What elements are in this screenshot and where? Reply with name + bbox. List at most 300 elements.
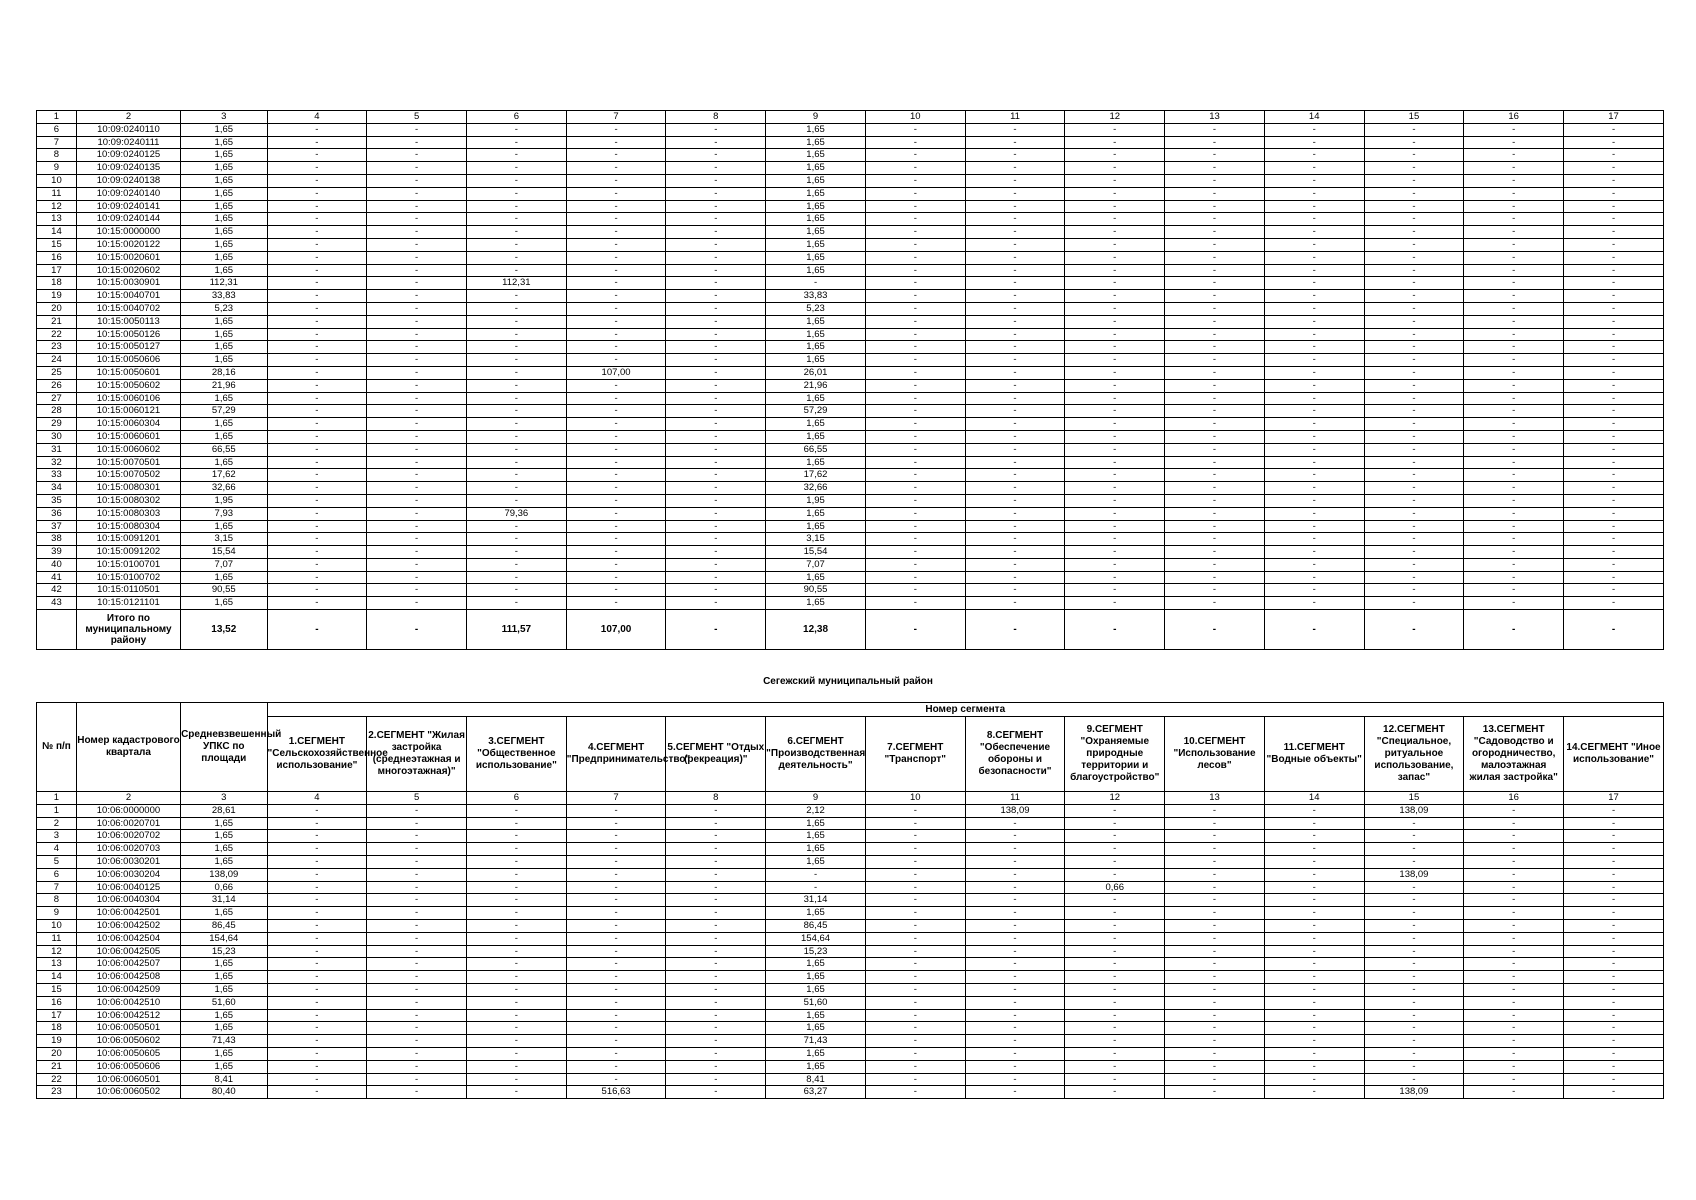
table-cell: - — [1464, 469, 1564, 482]
table-cell: 1,65 — [181, 264, 267, 277]
table-cell: 516,63 — [566, 1086, 666, 1099]
table-cell: - — [466, 174, 566, 187]
table-cell: - — [1564, 571, 1664, 584]
table-cell: - — [666, 945, 766, 958]
table-cell: - — [1564, 1022, 1664, 1035]
table-cell: - — [1264, 174, 1364, 187]
table-cell: - — [1065, 597, 1165, 610]
table-cell: 10:15:0080303 — [76, 507, 180, 520]
table-cell: - — [1165, 430, 1265, 443]
table-cell: - — [466, 354, 566, 367]
table-cell: - — [566, 392, 666, 405]
table-cell: 17 — [1564, 111, 1664, 124]
header-segment-8: 8.СЕГМЕНТ "Обеспечение обороны и безопасности" — [965, 717, 1065, 792]
table-cell: - — [267, 494, 367, 507]
table-cell: - — [1464, 264, 1564, 277]
table-cell: - — [1264, 881, 1364, 894]
table-cell: - — [1364, 520, 1464, 533]
table-row — [37, 379, 1664, 392]
table-row — [37, 251, 1664, 264]
table-cell: - — [466, 843, 566, 856]
table-cell: - — [1364, 571, 1464, 584]
table-cell: - — [1364, 405, 1464, 418]
table-cell: - — [367, 983, 467, 996]
table-cell: 14 — [37, 226, 77, 239]
table-cell: - — [1165, 251, 1265, 264]
table-cell: 1,65 — [181, 392, 267, 405]
table-cell: - — [965, 136, 1065, 149]
table-cell: - — [1264, 1060, 1364, 1073]
table-cell: - — [1065, 315, 1165, 328]
table-cell: - — [865, 843, 965, 856]
table-cell: - — [1464, 945, 1564, 958]
table-cell: 5 — [367, 111, 467, 124]
table-cell: - — [1065, 558, 1165, 571]
table-cell: 7,93 — [181, 507, 267, 520]
table-cell: - — [367, 958, 467, 971]
table-cell: - — [1464, 843, 1564, 856]
table-cell: - — [367, 1009, 467, 1022]
table-cell: - — [1065, 945, 1165, 958]
table-cell: 10:06:0042510 — [76, 996, 180, 1009]
table-cell: - — [1264, 1047, 1364, 1060]
table-row — [37, 520, 1664, 533]
table-cell: - — [1464, 1073, 1564, 1086]
table-cell: - — [367, 290, 467, 303]
table-cell: - — [1264, 469, 1364, 482]
table-cell: - — [1564, 341, 1664, 354]
table-cell: - — [865, 932, 965, 945]
table-cell: 10 — [37, 919, 77, 932]
table-cell: - — [865, 996, 965, 1009]
table-cell: - — [267, 226, 367, 239]
table-cell: - — [1564, 213, 1664, 226]
table-cell: 10:06:0050605 — [76, 1047, 180, 1060]
table-cell: - — [865, 610, 965, 650]
table-cell: 10:06:0042509 — [76, 983, 180, 996]
table-cell: 12,38 — [766, 610, 866, 650]
table-cell: 71,43 — [766, 1035, 866, 1048]
table-cell: - — [1264, 494, 1364, 507]
table-cell: 1,65 — [766, 136, 866, 149]
table-cell: - — [1065, 520, 1165, 533]
table-cell: - — [865, 341, 965, 354]
table-cell: - — [1364, 1009, 1464, 1022]
table-cell: - — [1564, 546, 1664, 559]
table-cell: - — [1165, 213, 1265, 226]
table-cell: - — [466, 200, 566, 213]
table-cell: - — [1564, 123, 1664, 136]
table-cell: - — [1464, 520, 1564, 533]
table-cell: - — [1165, 200, 1265, 213]
table-cell: - — [566, 855, 666, 868]
table-cell: - — [1065, 162, 1165, 175]
table-cell: - — [566, 469, 666, 482]
table-cell: - — [1264, 817, 1364, 830]
table-cell: - — [865, 443, 965, 456]
table-cell: - — [1564, 597, 1664, 610]
table-cell: - — [865, 855, 965, 868]
table-cell: - — [1464, 315, 1564, 328]
table-cell: - — [367, 187, 467, 200]
table-cell: 10:09:0240141 — [76, 200, 180, 213]
table-cell: 11 — [37, 187, 77, 200]
table-cell: - — [267, 213, 367, 226]
table-cell: - — [1065, 123, 1165, 136]
table-cell: 15,23 — [766, 945, 866, 958]
table-cell: - — [566, 482, 666, 495]
table-cell: 10:15:0091201 — [76, 533, 180, 546]
table-cell: 17 — [37, 264, 77, 277]
table-cell: - — [865, 907, 965, 920]
table-cell: - — [1364, 546, 1464, 559]
table-row — [37, 1035, 1664, 1048]
table-cell: - — [1264, 919, 1364, 932]
table-cell: - — [666, 546, 766, 559]
table-cell: - — [666, 277, 766, 290]
table-cell: 1,65 — [766, 817, 866, 830]
table-row — [37, 894, 1664, 907]
table-cell: 31 — [37, 443, 77, 456]
table-cell: - — [466, 907, 566, 920]
table-cell: - — [1165, 494, 1265, 507]
table-row — [37, 546, 1664, 559]
table-cell: - — [267, 558, 367, 571]
top-table-body — [37, 111, 1664, 650]
table-cell: - — [865, 507, 965, 520]
table-cell: - — [965, 1047, 1065, 1060]
table-cell: - — [1364, 149, 1464, 162]
table-cell: - — [1364, 264, 1464, 277]
table-cell: - — [666, 430, 766, 443]
table-cell: 1,65 — [181, 354, 267, 367]
table-cell: - — [865, 136, 965, 149]
table-cell: - — [267, 804, 367, 817]
table-cell: - — [666, 1035, 766, 1048]
table-cell: - — [466, 996, 566, 1009]
table-cell: - — [865, 494, 965, 507]
table-cell: - — [666, 932, 766, 945]
table-cell: - — [965, 907, 1065, 920]
table-cell: - — [1165, 520, 1265, 533]
table-cell: - — [566, 456, 666, 469]
table-cell: - — [1165, 238, 1265, 251]
table-cell: - — [367, 855, 467, 868]
table-cell: - — [965, 843, 1065, 856]
table-cell: - — [965, 597, 1065, 610]
table-cell: - — [1264, 1073, 1364, 1086]
header-weighted-upks: Средневзвешенный УПКС по площади — [181, 703, 267, 792]
table-cell: - — [1065, 1047, 1165, 1060]
table-cell: - — [1364, 584, 1464, 597]
table-cell: 22 — [37, 328, 77, 341]
table-cell: - — [1165, 302, 1265, 315]
table-cell: - — [865, 520, 965, 533]
table-cell: 10:09:0240140 — [76, 187, 180, 200]
table-cell: - — [666, 290, 766, 303]
table-cell: - — [865, 418, 965, 431]
table-cell: - — [466, 1060, 566, 1073]
table-cell: - — [1264, 546, 1364, 559]
table-cell: 1,65 — [766, 1022, 866, 1035]
table-row — [37, 315, 1664, 328]
table-cell: - — [367, 469, 467, 482]
table-cell: - — [1464, 482, 1564, 495]
table-cell: 12 — [1065, 111, 1165, 124]
table-cell: - — [367, 1086, 467, 1099]
table-cell: 36 — [37, 507, 77, 520]
total-row — [37, 610, 1664, 650]
table-cell: - — [965, 302, 1065, 315]
table-cell: - — [965, 213, 1065, 226]
table-cell: - — [965, 251, 1065, 264]
table-cell: - — [865, 546, 965, 559]
table-cell: - — [267, 1035, 367, 1048]
table-cell: - — [367, 482, 467, 495]
table-cell: 10:09:0240125 — [76, 149, 180, 162]
table-cell: 2 — [76, 792, 180, 805]
table-cell: - — [367, 238, 467, 251]
table-cell: - — [1165, 277, 1265, 290]
table-cell: - — [1564, 971, 1664, 984]
table-cell: 154,64 — [766, 932, 866, 945]
table-cell: - — [566, 971, 666, 984]
table-row — [37, 482, 1664, 495]
table-cell: - — [367, 494, 467, 507]
table-cell: 1,65 — [766, 571, 866, 584]
table-cell: - — [566, 983, 666, 996]
table-cell: 3,15 — [766, 533, 866, 546]
table-cell: - — [566, 894, 666, 907]
table-cell: 1,65 — [766, 907, 866, 920]
table-cell: - — [1464, 971, 1564, 984]
table-row — [37, 443, 1664, 456]
table-cell: 10:15:0000000 — [76, 226, 180, 239]
table-cell: - — [666, 123, 766, 136]
table-cell: - — [1364, 213, 1464, 226]
table-cell: 16 — [37, 251, 77, 264]
table-cell: - — [466, 290, 566, 303]
table-cell: 1 — [37, 792, 77, 805]
table-cell: - — [267, 1086, 367, 1099]
table-cell: - — [865, 482, 965, 495]
table-cell: - — [1264, 405, 1364, 418]
table-cell: 8 — [666, 111, 766, 124]
header-segment-1: 1.СЕГМЕНТ "Сельскохозяйственное использование" — [267, 717, 367, 792]
table-cell: - — [1464, 1022, 1564, 1035]
table-cell: - — [1464, 290, 1564, 303]
table-cell: - — [965, 200, 1065, 213]
table-cell: - — [1264, 366, 1364, 379]
table-cell: - — [1065, 213, 1165, 226]
table-cell: - — [466, 571, 566, 584]
table-cell: - — [1065, 894, 1165, 907]
table-cell: - — [1464, 238, 1564, 251]
table-cell: - — [1564, 238, 1664, 251]
table-row — [37, 302, 1664, 315]
table-cell: - — [1165, 366, 1265, 379]
table-cell: - — [1564, 1073, 1664, 1086]
table-cell: - — [965, 1073, 1065, 1086]
table-cell: - — [367, 405, 467, 418]
table-cell: 10:15:0060304 — [76, 418, 180, 431]
table-cell: - — [965, 830, 1065, 843]
table-cell: 1,65 — [766, 520, 866, 533]
table-cell: 2,12 — [766, 804, 866, 817]
table-cell: 10:06:0020703 — [76, 843, 180, 856]
table-cell: - — [965, 507, 1065, 520]
table-cell: - — [466, 149, 566, 162]
table-row — [37, 1047, 1664, 1060]
table-cell: - — [666, 610, 766, 650]
table-cell: - — [566, 546, 666, 559]
table-cell: 31,14 — [181, 894, 267, 907]
table-cell: - — [267, 932, 367, 945]
table-cell: - — [566, 187, 666, 200]
table-cell: - — [466, 123, 566, 136]
table-cell: - — [965, 584, 1065, 597]
table-cell: - — [466, 804, 566, 817]
table-cell: 4 — [267, 792, 367, 805]
section-title: Сегежский муниципальный район — [763, 676, 933, 687]
table-cell: - — [566, 341, 666, 354]
table-cell: - — [865, 571, 965, 584]
table-cell: - — [466, 971, 566, 984]
table-cell: - — [367, 328, 467, 341]
table-cell: 32,66 — [766, 482, 866, 495]
table-cell: - — [1264, 507, 1364, 520]
table-cell: 107,00 — [566, 366, 666, 379]
header-segment-3: 3.СЕГМЕНТ "Общественное использование" — [466, 717, 566, 792]
table-cell: 1,65 — [181, 328, 267, 341]
table-cell: - — [666, 894, 766, 907]
table-cell: - — [267, 1047, 367, 1060]
table-cell: - — [1564, 507, 1664, 520]
table-cell: - — [1464, 405, 1564, 418]
table-cell: - — [466, 315, 566, 328]
table-cell: - — [965, 868, 1065, 881]
table-cell: - — [965, 945, 1065, 958]
table-cell: 10:15:0050602 — [76, 379, 180, 392]
table-cell: - — [1564, 456, 1664, 469]
table-cell: - — [666, 149, 766, 162]
table-cell: 1,65 — [766, 162, 866, 175]
table-cell: 10:15:0050126 — [76, 328, 180, 341]
table-cell: 1,65 — [766, 1047, 866, 1060]
table-cell: 1,65 — [181, 315, 267, 328]
table-cell: - — [367, 264, 467, 277]
table-cell: - — [1165, 868, 1265, 881]
table-cell: - — [965, 817, 1065, 830]
table-cell: 10:06:0000000 — [76, 804, 180, 817]
column-number-row — [37, 792, 1664, 805]
table-cell: - — [1364, 123, 1464, 136]
table-cell: - — [267, 392, 367, 405]
table-cell: - — [1264, 958, 1364, 971]
table-cell: - — [466, 868, 566, 881]
table-cell: - — [566, 213, 666, 226]
table-cell: 8 — [37, 149, 77, 162]
table-cell: - — [1564, 302, 1664, 315]
table-cell: - — [267, 418, 367, 431]
table-row — [37, 341, 1664, 354]
table-row — [37, 494, 1664, 507]
table-cell: - — [1564, 354, 1664, 367]
table-cell: - — [1065, 817, 1165, 830]
header-segment-14: 14.СЕГМЕНТ "Иное использование" — [1564, 717, 1664, 792]
table-cell: 3,15 — [181, 533, 267, 546]
table-cell: - — [267, 290, 367, 303]
table-cell: 6 — [466, 792, 566, 805]
table-row — [37, 392, 1664, 405]
table-cell: - — [1264, 354, 1364, 367]
table-cell: 21,96 — [181, 379, 267, 392]
table-row — [37, 597, 1664, 610]
table-cell: 10:15:0070501 — [76, 456, 180, 469]
table-cell: 15 — [1364, 111, 1464, 124]
table-cell: - — [267, 1022, 367, 1035]
table-cell: 8 — [666, 792, 766, 805]
table-cell: - — [1564, 945, 1664, 958]
table-cell: 19 — [37, 1035, 77, 1048]
table-cell: - — [965, 174, 1065, 187]
table-cell: - — [865, 200, 965, 213]
table-cell: - — [1364, 200, 1464, 213]
table-cell: - — [1065, 187, 1165, 200]
table-cell: - — [367, 558, 467, 571]
table-cell: - — [1264, 392, 1364, 405]
table-cell: - — [466, 136, 566, 149]
table-cell: - — [1564, 136, 1664, 149]
table-cell: - — [865, 290, 965, 303]
table-cell: 1,65 — [766, 226, 866, 239]
table-cell: - — [666, 971, 766, 984]
table-cell: - — [1065, 341, 1165, 354]
table-cell: - — [566, 226, 666, 239]
table-cell: - — [267, 315, 367, 328]
table-cell: - — [1364, 597, 1464, 610]
table-cell: 15 — [37, 238, 77, 251]
table-cell: 10:15:0040701 — [76, 290, 180, 303]
table-row — [37, 971, 1664, 984]
table-cell: - — [1264, 597, 1364, 610]
table-cell: - — [566, 945, 666, 958]
table-cell: - — [267, 817, 367, 830]
table-cell: - — [865, 1073, 965, 1086]
table-cell: - — [1264, 315, 1364, 328]
table-cell: - — [666, 366, 766, 379]
table-cell: - — [965, 456, 1065, 469]
bottom-table-header — [37, 703, 1664, 792]
table-cell: - — [267, 894, 367, 907]
table-cell: - — [1364, 1073, 1464, 1086]
table-cell: - — [965, 533, 1065, 546]
table-cell: 111,57 — [466, 610, 566, 650]
table-cell: - — [965, 123, 1065, 136]
table-cell: 10:06:0042508 — [76, 971, 180, 984]
table-cell: - — [1564, 264, 1664, 277]
table-cell: 138,09 — [1364, 1086, 1464, 1099]
table-cell: - — [865, 817, 965, 830]
table-cell: 1,65 — [181, 149, 267, 162]
table-cell: 3 — [37, 830, 77, 843]
table-row — [37, 1073, 1664, 1086]
table-cell: - — [367, 379, 467, 392]
table-cell: - — [466, 494, 566, 507]
table-cell: 14 — [1264, 111, 1364, 124]
table-cell: - — [965, 341, 1065, 354]
table-cell: - — [1464, 354, 1564, 367]
